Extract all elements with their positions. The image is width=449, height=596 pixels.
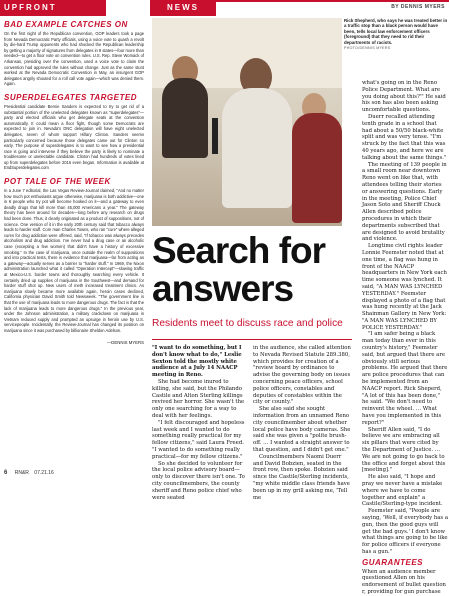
sidebar-heading: POT TALE OF THE WEEK	[4, 177, 111, 187]
article-paragraph: Longtime civil rights leader Lonnie Feemster noted that at one time, a flag was hung in front of the NAACP headquarters in New York each time someone was lynched. It said, "A MAN WAS LYNCHED YESTERDAY." Feemster displayed a photo of a flag that was hung recently at the Jack Shainman Gallery in New York: "A MAN WAS LYNCHED BY POLICE YESTERDAY."	[362, 243, 447, 331]
issue-date: 07.21.16	[34, 470, 54, 476]
article-paragraph: Duerr recalled attending tenth grade in a school that had about a 50/50 black-white split and was very tense. "I'm struck by the fact that this was 40 years ago, and here we are talking about the same things."	[362, 113, 447, 161]
sidebar-section-pot-tale	[0, 177, 148, 344]
article-paragraph: in the audience, she called attention to Nevada Revised Statute 289.380, which provides for creation of a "review board by ordinance to advise the governing body on issues concerning peace officers, school police officers, constables and deputies of constables within the city or county."	[253, 345, 351, 406]
page-header	[0, 0, 449, 16]
page-number: 6	[4, 470, 8, 476]
sidebar-heading: SUPERDELEGATES TARGETED	[4, 92, 137, 102]
page-footer	[4, 470, 54, 476]
sidebar-body: In a June 7 editorial, the Las Vegas Review-Journal claimed, "And no matter how much pot enthusiasts argue otherwise, marijuana is both addictive—one in 6 people who try pot will become hooked on it—and a gateway to even deadly drugs that kill more than 45,000 Americans a year." The gateway theory has been around for decades—long before any research on drugs had been done. Thus, it clearly originated as a product of suppositions, not of science. One version of it in the early 20th century said that tobacco always leads to harder stuff. Corn man Charles Towns, who ran "cure" where alleged cures for drug addiction were offered, said, "If tobacco was always precedes alcoholism and drug addiction. I've never had a drug case or an alcoholic case (excepting a few women) that didn't have a history of excessive smoking." In the case of marijuana, once outside the realm of suppositions and into practical tests, there is evidence that marijuana—far from acting as a gateway—actually serves as a barrier to "harder stuff." In 1969, the Nixon administration launched what it called "Operation Intercept"—slowing traffic at Mexico-U.S. border towns and thoroughly searching every vehicle. It certainly dried up supplies of marijuana in the Southwest—and demand for harder stuff shot up. New users of meth increased treatment clinics. As marijuana slowly became more available again, heroin cases declined, California physician David Smith told Newsweek. "The government line is that the use of marijuana leads to more dangerous drugs. The fact is that the lack of marijuana leads to more dangerous drugs." In the previous year, under the Johnson administration, a military crackdown on marijuana in Vietnam reduced supply and prompted an upsurge in heroin use by U.S. servicepeople. Incidentally, the Review-Journal has changed its position on marijuana since it was purchased by billionaire Sheldon Adelson.	[4, 188, 144, 333]
article-paragraph: "I want to do something, but I don't know what to do," Leslie Sexton told the mostly white audience at a July 14 NAACP meeting in Reno.	[152, 345, 242, 379]
sidebar-signature: —DENNIS MYERS	[106, 339, 144, 345]
article-subhead: GUARANTEES	[362, 557, 424, 567]
article-headline: Search for answers	[152, 230, 326, 309]
article-paragraph: Councilmembers Naomi Duerr and David Bobzien, seated in the front row, then spoke. Bobzien said since the Castile/Sterling incidents, "my white middle class friends have been up in my grill asking me, 'Tell me	[253, 453, 350, 501]
sidebar-section-bad-example	[0, 20, 148, 87]
article-paragraph: She had become inured to killing, she said, but the Philando Castile and Alton Sterling killings revived her horror. She wasn't the only one searching for a way to deal with her feelings.	[152, 378, 245, 419]
sidebar-body: Presidential candidate Bernie Sanders is expected to try to get rid of a substantial portion of the unelected delegates known as "superdelegates"—party and elected officials who get delegate seats at the convention automatically. It could mean a floor fight, though some Democrats are expected to join in. Nevada's DNC delegation will have eight unelected delegates, seven of whom support Hillary Clinton. Sanders seems particularly concerned because those delegates came out for Clinton so early. The purpose of superdelegates is to want to see how a presidential race is going and intervene if they believe the party is likely to nominate a troublesome or unelectable candidate. Clinton had hundreds of votes lined up from superdelegates before 2016 even began. Information is available at EndSuperdelegates.com	[4, 103, 144, 171]
sidebar-body: On the first night of the Republican convention, GOP leaders took a page from Nevada Democratic Party officials, using a voice vote to quash a revolt by die-hard Trump opponents who had shocked the Republican leadership by getting a majority of signatures from delegates in 9 states—four more than needed—to get a floor vote on convention rules. U.S. Rep. Steve Womack of Arkansas, presiding over the convention, used a voice vote to claim the convention had approved the rules without change. Just as the same stunt worked at the Nevada Democratic Convention in May, an insurgent GOP delegates angrily shouted for a roll call vote again—which was denied them. Again.	[4, 31, 144, 87]
section-rule-news	[150, 0, 449, 16]
article-paragraph: Feemster said, "People are saying, 'Well, if everybody has a gun, then the good guys will get the bad guys.' I don't know what things are going to be like for police officers if everyone has a gun."	[362, 508, 448, 555]
article-paragraph: "I am safer being a black man today than ever in this country's history," Feemster said, but argued that there are obviously still serious problems. He argued that there are police procedures that can be implemented from an NAACP report. Rick Sheperd, "A lot of this has been done," he said. "We don't need to reinvent the wheel. … What have you implemented in this report?"	[362, 331, 448, 426]
publication-name: RN&R	[14, 470, 29, 476]
article-byline: BY DENNIS MYERS	[391, 4, 445, 10]
caption-text: Rick Shepherd, who says he was treated better in a traffic stop than a black person would have been, tells local law enforcement officers (foreground) that they need to rid their departments of racists.	[344, 18, 448, 45]
article-paragraph: So she decided to volunteer for the local police advisory board—only to discover there isn't one. To city councilmembers, the county sheriff and Reno police chief who were seated	[152, 460, 245, 501]
photo-credit: PHOTO/DENNIS MYERS	[344, 46, 391, 51]
sidebar-heading: BAD EXAMPLE CATCHES ON	[4, 20, 128, 29]
meeting-photo	[152, 18, 342, 226]
article-column-2	[253, 345, 351, 501]
article-paragraph: what's going on in the Reno Police Department. What are you doing about this?'" He said his son has also been asking uncomfortable questions.	[362, 80, 446, 114]
article-deck: Residents meet to discuss race and police	[152, 318, 352, 340]
article-paragraph: The meeting of 139 people in a small room near downtown Reno went on like that, with attendees telling their stories or answering questions. Early in the meeting, Police Chief Jason Soto and Sheriff Chuck Allen described police procedures in which their departments subscribed that are designed to avoid brutality and violence.	[362, 161, 447, 243]
section-tab-upfront: UPFRONT	[0, 0, 106, 16]
photo-caption	[344, 18, 448, 78]
article-column-1	[152, 345, 247, 501]
article-paragraph: Sheriff Allen said, "I do believe we are embracing all six pillars that were cited by the Department of Justice. …We are not going to go back to the office and forget about this [meeting]."	[362, 426, 446, 474]
section-tab-news: NEWS	[150, 0, 216, 16]
article-paragraph: He also said, "I hope and pray we never have a mistake where we have to come together and explain" a Castile/Sterling-type incident.	[362, 474, 443, 508]
article-paragraph: She also said she sought information from an unnamed Reno city councilmember about whether local police have body cameras. She said she was given a "polite brush-off. … I wanted a straight answer to that question, and I didn't get one."	[253, 406, 351, 453]
article-paragraph: "I felt discouraged and hopeless last week and I wanted to do something really practical for my fellow citizens," said Laura Freed. "I wanted to do something really practical—for my fellow citizens."	[152, 419, 245, 460]
article-column-3	[362, 80, 448, 596]
article-paragraph: When an audience member questioned Allen on his endorsement of bullet question r, providing for gun purchase	[362, 568, 446, 595]
sidebar-section-superdelegates	[0, 93, 148, 171]
sidebar-column	[0, 20, 148, 470]
